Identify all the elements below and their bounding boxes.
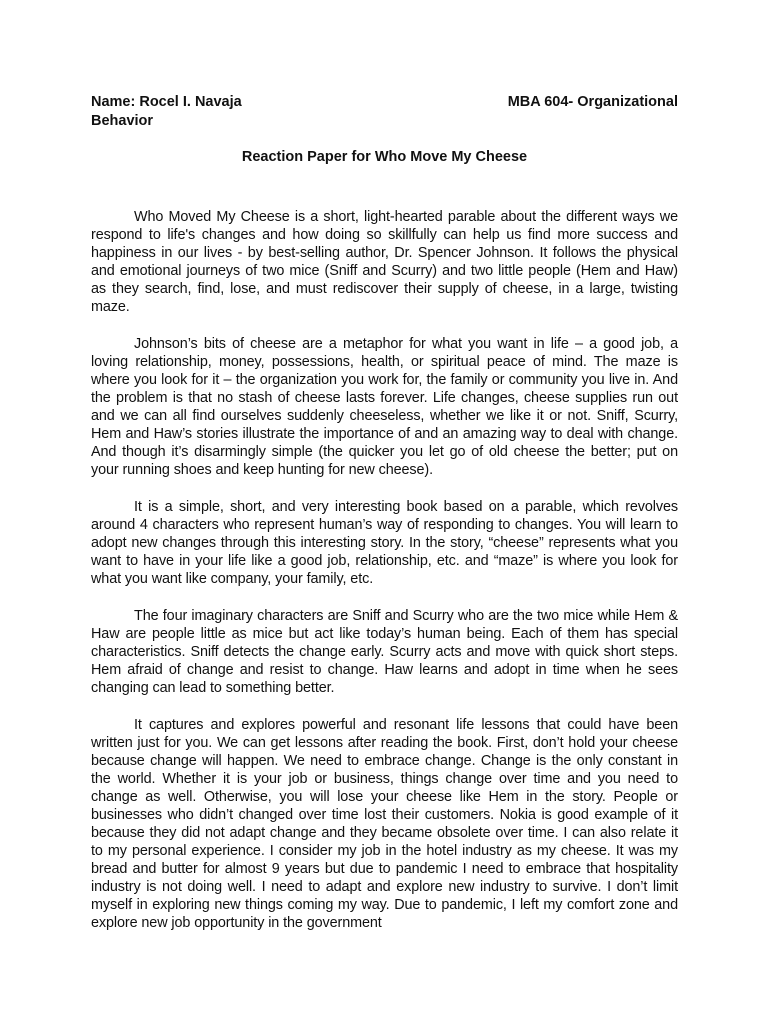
course-title-continued: Behavior	[91, 113, 154, 129]
paragraph-5: It captures and explores powerful and resonant life lessons that could have been written just for you. We can get lessons after reading the book. First, don’t hold your cheese because change will happen. We need to embrace change. Change is the only constant in the world. Whether it is your job or business, things change over time and you need to change as well. Otherwise, you will lose your cheese like Hem in the story. People or businesses who didn’t changed over time lost their customers. Nokia is good example of it because they did not adapt change and they became obsolete over time. I can also relate it to my personal experience. I consider my job in the hotel industry as my cheese. It was my bread and butter for almost 9 years but due to pandemic I need to embrace that hospitality industry is not doing well. I need to adapt and explore new industry to survive. I don’t limit myself in exploring new things coming my way. Due to pandemic, I left my comfort zone and explore new job opportunity in the government	[91, 717, 678, 931]
body-text	[91, 208, 678, 932]
course-title: MBA 604- Organizational	[507, 94, 678, 110]
paragraph-3: It is a simple, short, and very interesting book based on a parable, which revolves around 4 characters who represent human’s way of responding to changes. You will learn to adopt new changes through this interesting story. In the story, “cheese” represents what you want to have in your life like a good job, relationship, etc. and “maze” is where you look for what you want like company, your family, etc.	[91, 499, 678, 587]
paragraph-2: Johnson’s bits of cheese are a metaphor for what you want in life – a good job, a loving relationship, money, possessions, health, or spiritual peace of mind. The maze is where you look for it – the organization you work for, the family or community you live in. And the problem is that no stash of cheese lasts forever. Life changes, cheese supplies run out and we can all find ourselves suddenly cheeseless, whether we like it or not. Sniff, Scurry, Hem and Haw’s stories illustrate the importance of and an amazing way to deal with change. And though it’s disarmingly simple (the quicker you let go of old cheese the better; put on your running shoes and keep hunting for new cheese).	[91, 336, 678, 478]
header	[91, 93, 678, 112]
paper-title: Reaction Paper for Who Move My Cheese	[241, 149, 528, 165]
document-page	[91, 93, 678, 951]
paragraph-4: The four imaginary characters are Sniff and Scurry who are the two mice while Hem & Haw are people little as mice but act like today’s human being. Each of them has special characteristics. Sniff detects the change early. Scurry acts and move with quick short steps. Hem afraid of change and resist to change. Haw learns and adopt in time when he sees changing can lead to something better.	[91, 608, 678, 696]
author-name: Name: Rocel I. Navaja	[91, 94, 242, 110]
paragraph-1: Who Moved My Cheese is a short, light-hearted parable about the different ways we respond to life's changes and how doing so skillfully can help us find more success and happiness in our lives - by best-selling author, Dr. Spencer Johnson. It follows the physical and emotional journeys of two mice (Sniff and Scurry) and two little people (Hem and Haw) as they search, find, lose, and must rediscover their supply of cheese, in a large, twisting maze.	[91, 209, 678, 315]
